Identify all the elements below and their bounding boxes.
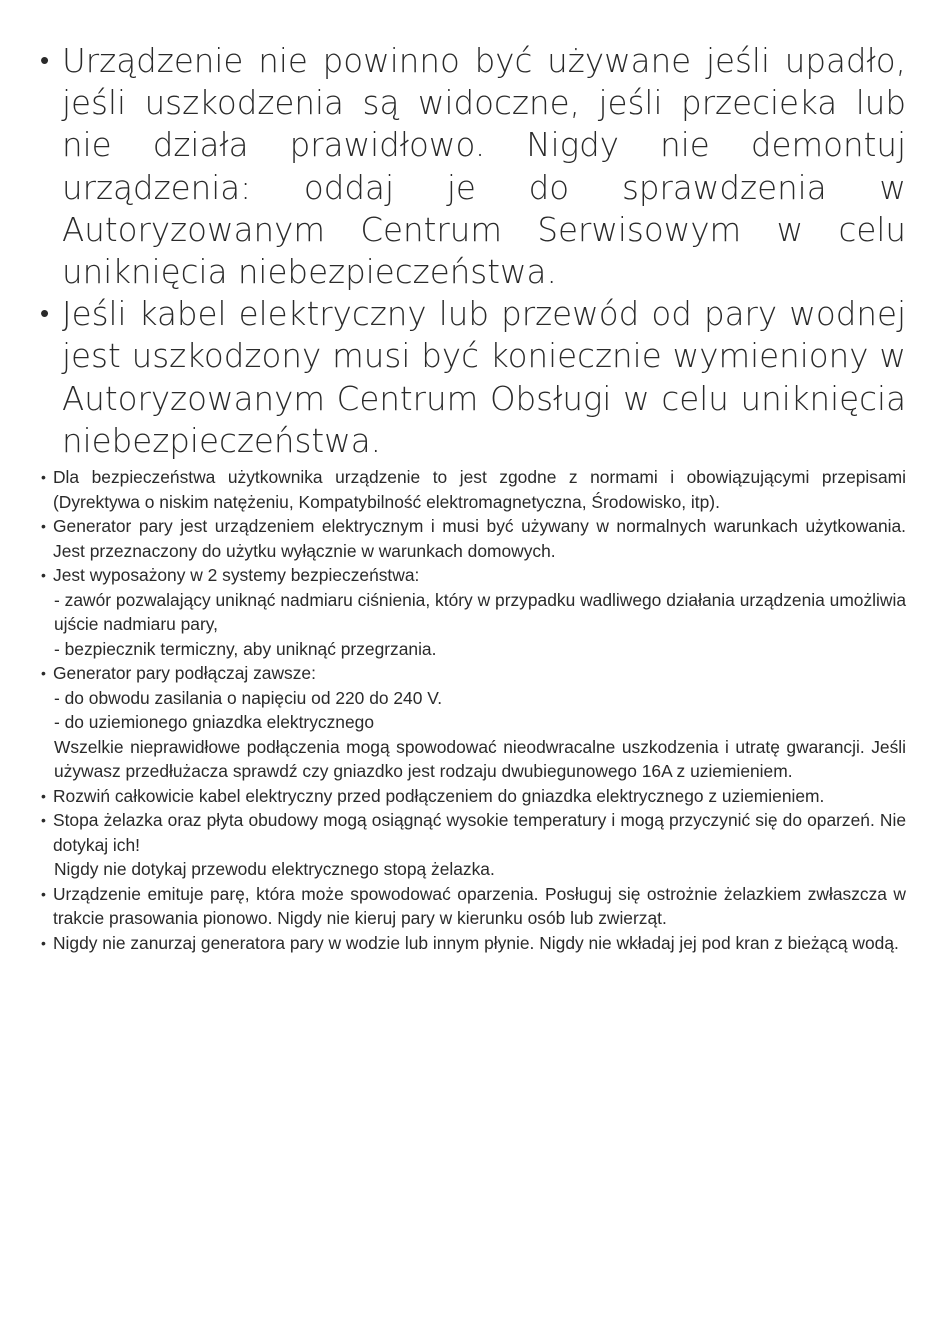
note-connect-warning: Wszelkie nieprawidłowe podłączenia mogą spowodować nieodwracalne uszkodzenia i utratę gwarancji. Jeśli używasz przedłużacza sprawdź czy gniazdko jest rodzaju dwubiegunowego 16A z uziemieniem. (54, 736, 906, 781)
major-warnings-list (40, 40, 906, 462)
note-hot-surfaces-text: • Stopa żelazka oraz płyta obudowy mogą osiągnąć wysokie temperatury i mogą przyczynić się do oparzeń. Nie dotykaj ich! (53, 810, 906, 855)
note-unwind-cable-text: Rozwiń całkowicie kabel elektryczny przed podłączeniem do gniazdka elektrycznego z uziemieniem. (53, 785, 825, 806)
note-usage-text: Generator pary jest urządzeniem elektrycznym i musi być używany w normalnych warunkach użytkowania. Jest przeznaczony do użytku wyłącznie w warunkach domowych. (53, 516, 906, 561)
note-standards (40, 465, 906, 514)
note-no-immersion (40, 931, 906, 956)
warning-item-damaged-cable: • Jeśli kabel elektryczny lub przewód od pary wodnej jest uszkodzony musi być koniecznie wymieniony w Autoryzowanym Centrum Obsługi w celu uniknięcia niebezpieczeństwa. (40, 293, 906, 462)
note-steam-burns-text: Urządzenie emituje parę, która może spowodować oparzenia. Posługuj się ostrożnie żelazkiem zwłaszcza w trakcie prasowania pionowo. Nigdy nie kieruj pary w kierunku osób lub zwierząt. (53, 883, 906, 928)
note-safety-systems (40, 563, 906, 661)
note-system-valve: - zawór pozwalający uniknąć nadmiaru ciśnienia, który w przypadku wadliwego działania urządzenia umożliwia ujście nadmiaru pary, (54, 589, 906, 634)
note-connect-intro: • Generator pary podłączaj zawsze: (53, 663, 316, 683)
note-unwind-cable (40, 784, 906, 809)
note-connection (40, 661, 906, 784)
note-steam-burns (40, 882, 906, 931)
note-systems-intro: • Jest wyposażony w 2 systemy bezpieczeństwa: (53, 565, 420, 585)
note-hot-surfaces (40, 808, 906, 882)
note-hot-surfaces-cable: Nigdy nie dotykaj przewodu elektrycznego stopą żelazka. (54, 859, 495, 879)
safety-notes-list (40, 465, 906, 955)
note-system-fuse: - bezpiecznik termiczny, aby uniknąć przegrzania. (54, 638, 437, 659)
note-connect-socket: - do uziemionego gniazdka elektrycznego (54, 712, 374, 732)
note-no-immersion-text: Nigdy nie zanurzaj generatora pary w wodzie lub innym płynie. Nigdy nie wkładaj jej pod kran z bieżącą wodą. (53, 932, 899, 953)
warning-item-damaged-device: • Urządzenie nie powinno być używane jeśli upadło, jeśli uszkodzenia są widoczne, jeśli przecieka lub nie działa prawidłowo. Nigdy nie demontuj urządzenia: oddaj je do sprawdzenia w Autoryzowanym Centrum Serwisowym w celu uniknięcia niebezpieczeństwa. (40, 40, 906, 293)
note-standards-text: Dla bezpieczeństwa użytkownika urządzenie to jest zgodne z normami i obowiązującymi przepisami (Dyrektywa o niskim natężeniu, Kompatybilność elektromagnetyczna, Środowisko, itp). (53, 467, 906, 512)
note-connect-voltage: - do obwodu zasilania o napięciu od 220 do 240 V. (54, 687, 443, 708)
note-usage (40, 514, 906, 563)
